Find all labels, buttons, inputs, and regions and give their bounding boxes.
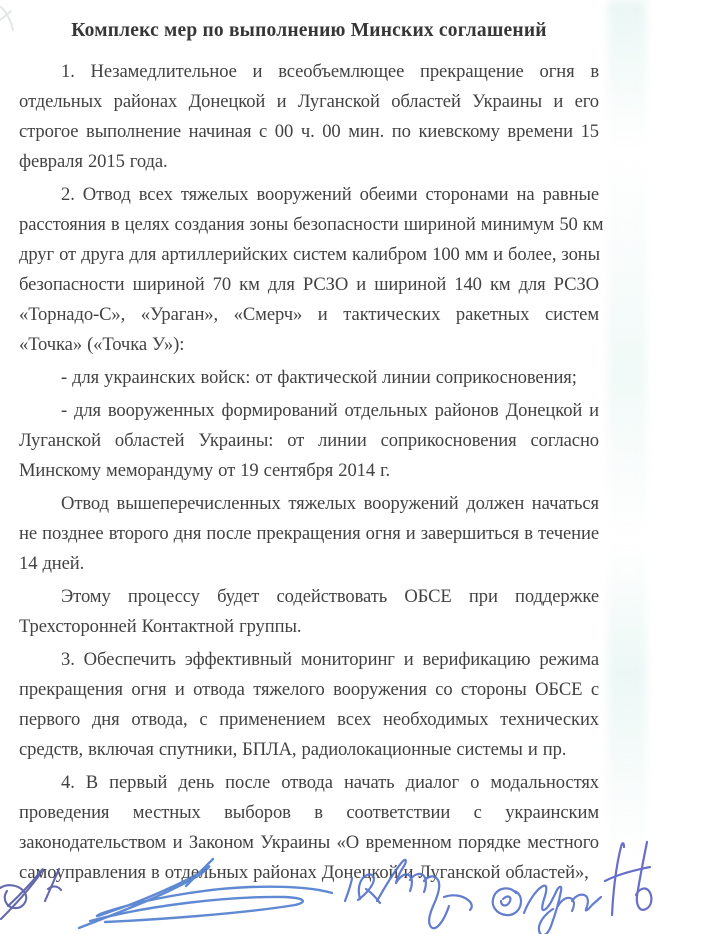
text-line: проведения местных выборов в соответствии с украинским [19,802,599,823]
paragraph [19,489,599,579]
text-line: Отвод вышеперечисленных тяжелых вооружений должен начаться [61,493,599,514]
document-body [19,57,604,888]
scan-artifact-band [608,0,646,934]
text-line: Луганской областей Украины: от линии соприкосновения согласно [19,430,599,451]
text-line: - для вооруженных формирований отдельных районов Донецкой и [61,400,599,421]
text-line: средств, включая спутники, БПЛА, радиолокационные системы и пр. [19,739,567,760]
text-line: прекращения огня и отвода тяжелого вооружения со стороны ОБСЕ с [19,679,599,700]
text-line: 14 дней. [19,553,85,574]
paragraph [19,582,599,642]
text-line: строгое выполнение начиная с 00 ч. 00 мин. по киевскому времени 15 [19,121,599,142]
text-line: безопасности шириной 70 км для РСЗО и шириной 140 км для РСЗО [19,274,599,295]
text-line: не позднее второго дня после прекращения огня и завершиться в течение [19,523,599,544]
text-line: самоуправления в отдельных районах Донецкой и Луганской областей», [19,862,589,883]
text-line: законодательством и Законом Украины «О временном порядке местного [19,832,599,853]
signature-4-ink [493,886,601,934]
text-line: отдельных районах Донецкой и Луганской областей Украины и его [19,91,599,112]
document-content [19,16,604,891]
text-line: Трехсторонней Контактной группы. [19,616,302,637]
text-line: 4. В первый день после отвода начать диалог о модальностях [61,772,599,793]
paragraph [19,57,599,177]
text-line: Этому процессу будет содействовать ОБСЕ при поддержке [61,586,599,607]
text-line: 3. Обеспечить эффективный мониторинг и верификацию режима [61,649,599,670]
paragraph [19,645,599,765]
paragraph [19,768,599,888]
paragraph [19,363,599,393]
signature-5-ink [605,842,651,915]
text-line: друг от друга для артиллерийских систем калибром 100 мм и более, зоны [19,244,601,265]
scan-mark-icon [0,7,13,30]
text-line: «Торнадо-С», «Ураган», «Смерч» и тактических ракетных систем [19,304,599,325]
text-line: февраля 2015 года. [19,151,168,172]
text-line: 1. Незамедлительное и всеобъемлющее прекращение огня в [61,61,599,82]
text-line: первого дня отвода, с применением всех необходимых технических [19,709,599,730]
text-line: «Точка» («Точка У»): [19,334,185,355]
text-line: расстояния в целях создания зоны безопасности шириной минимум 50 км [19,214,604,235]
paragraph [19,180,604,360]
text-line: Минскому меморандуму от 19 сентября 2014 г. [19,460,391,481]
paragraph [19,396,599,486]
document-title: Комплекс мер по выполнению Минских соглашений [71,20,547,41]
text-line: - для украинских войск: от фактической линии соприкосновения; [61,367,577,388]
text-line: 2. Отвод всех тяжелых вооружений обеими сторонами на равные [61,184,599,205]
